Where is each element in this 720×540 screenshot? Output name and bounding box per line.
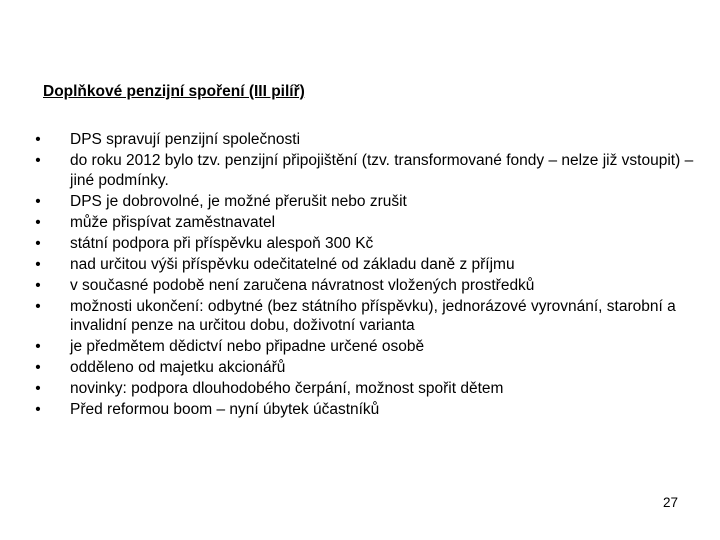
page-number: 27 (662, 495, 678, 510)
bullet-point-icon: • (35, 152, 41, 169)
bullet-text: do roku 2012 bylo tzv. penzijní připojištění (tzv. transformované fondy – nelze již vstoupit) – jiné podmínky. (70, 152, 694, 189)
bullet-item (30, 255, 700, 275)
bullet-text: je předmětem dědictví nebo připadne určené osobě (70, 338, 425, 355)
bullet-point-icon: • (35, 131, 41, 148)
bullet-text: státní podpora při příspěvku alespoň 300 Kč (70, 234, 374, 252)
bullet-point-icon: • (35, 276, 41, 294)
bullet-text: odděleno od majetku akcionářů (70, 359, 286, 376)
bullet-item (30, 379, 700, 399)
bullet-text: může přispívat zaměstnavatel (70, 213, 276, 231)
bullet-point-icon: • (35, 380, 41, 397)
bullet-item (30, 213, 700, 233)
bullet-item (30, 151, 700, 190)
bullet-item (30, 192, 700, 212)
bullet-text: možnosti ukončení: odbytné (bez státního příspěvku), jednorázové vyrovnání, starobní a invalidní penze na určitou dobu, doživotní varianta (70, 297, 676, 334)
bullet-point-icon: • (35, 401, 41, 418)
bullet-point-icon: • (35, 255, 41, 273)
slide-title: Doplňkové penzijní spoření (III pilíř) (43, 83, 305, 100)
bullet-point-icon: • (35, 297, 41, 315)
bullet-point-icon: • (35, 234, 41, 252)
bullet-item (30, 234, 700, 254)
bullet-text: DPS spravují penzijní společnosti (70, 131, 301, 148)
bullet-item (30, 337, 700, 357)
bullet-item (30, 400, 700, 420)
bullet-text: nad určitou výši příspěvku odečitatelné od základu daně z příjmu (70, 255, 515, 273)
bullet-list (30, 130, 700, 421)
bullet-point-icon: • (35, 338, 41, 355)
bullet-point-icon: • (35, 359, 41, 376)
bullet-point-icon: • (35, 213, 41, 231)
bullet-text: Před reformou boom – nyní úbytek účastníků (70, 401, 380, 418)
bullet-text: novinky: podpora dlouhodobého čerpání, možnost spořit dětem (70, 380, 504, 397)
bullet-text: v současné podobě není zaručena návratnost vložených prostředků (70, 276, 535, 294)
bullet-item (30, 130, 700, 150)
bullet-item (30, 276, 700, 296)
bullet-point-icon: • (35, 192, 41, 210)
bullet-item (30, 297, 700, 336)
bullet-text: DPS je dobrovolné, je možné přerušit nebo zrušit (70, 192, 407, 210)
bullet-item (30, 358, 700, 378)
